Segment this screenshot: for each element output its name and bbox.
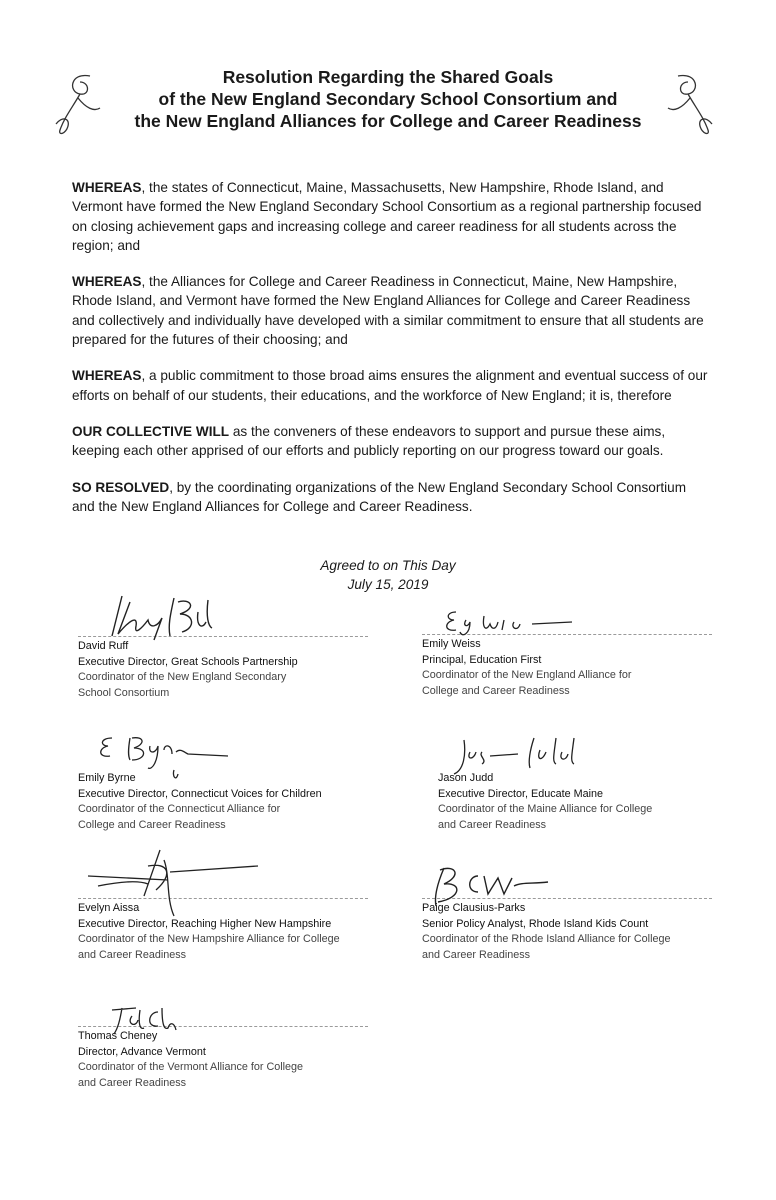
paragraph-text: as the conveners of these endeavors to support and pursue these aims, keeping each other apprised of our efforts and publicly reporting on our progress toward our goals. <box>72 423 666 459</box>
collective-will-paragraph <box>72 422 712 461</box>
signatory-title: Principal, Education First <box>422 653 542 666</box>
signatory-coordinator-line: Coordinator of the Maine Alliance for College <box>438 803 653 815</box>
whereas-paragraph-1 <box>72 178 712 255</box>
paragraph-lead: WHEREAS <box>72 368 142 384</box>
signatory-name: Paige Clausius-Parks <box>422 902 526 914</box>
signature-image <box>78 592 228 642</box>
paragraph-lead: SO RESOLVED <box>72 479 170 495</box>
agreed-line: Agreed to on This Day <box>320 558 456 573</box>
signatory-coordinator-line: and Career Readiness <box>78 1076 187 1089</box>
title-line-3: the New England Alliances for College and Career Readiness <box>134 111 642 131</box>
so-resolved-paragraph <box>72 478 712 517</box>
signatory-coordinator-line: Coordinator of the Connecticut Alliance for <box>78 803 281 815</box>
paragraph-text: , by the coordinating organizations of the New England Secondary School Consortium and the New England Alliances for College and Career Readiness. <box>72 479 687 514</box>
signature-image <box>422 862 572 912</box>
paragraph-text: , the Alliances for College and Career Readiness in Connecticut, Maine, New Hampshire, Rhode Island, and Vermont have formed the New England Alliances for College and Career Readiness and collectively and individually have developed with a similar commitment to ensure that all students are prepared for the futures of their choosing; and <box>72 274 704 348</box>
signatory-coordinator-line: Coordinator of the Vermont Alliance for College <box>78 1061 304 1073</box>
signatory-coordinator-line: Coordinator of the New England Secondary <box>78 671 287 683</box>
paragraph-text: , a public commitment to those broad aims ensures the alignment and eventual success of our efforts on behalf of our students, their educations, and the workforce of New England; it is, therefore <box>72 368 708 403</box>
signatory-coordinator-line: College and Career Readiness <box>422 684 570 697</box>
agreed-statement <box>238 556 538 594</box>
signatory-coordinator-line: School Consortium <box>78 686 170 699</box>
signature-block-jason-judd <box>438 768 728 833</box>
signatory-coordinator-line: Coordinator of the New Hampshire Alliance for College <box>78 933 340 945</box>
signatory-name: Emily Byrne <box>78 772 136 784</box>
resolution-title <box>90 66 686 132</box>
signature-image <box>438 734 598 780</box>
signature-block-emily-byrne <box>78 768 368 833</box>
paragraph-lead: WHEREAS <box>72 274 142 290</box>
signatory-name: David Ruff <box>78 640 129 652</box>
signatory-coordinator-line: and Career Readiness <box>422 948 531 961</box>
signatory-coordinator-line: Coordinator of the New England Alliance for <box>422 669 632 681</box>
title-line-2: of the New England Secondary School Consortium and <box>158 89 618 109</box>
title-line-1: Resolution Regarding the Shared Goals <box>222 67 554 87</box>
paragraph-lead: OUR COLLECTIVE WILL <box>72 423 230 439</box>
signatory-coordinator-line: and Career Readiness <box>438 818 547 831</box>
signatory-name: Thomas Cheney <box>78 1030 158 1042</box>
signatory-coordinator-line: Coordinator of the Rhode Island Alliance for College <box>422 933 671 945</box>
paragraph-lead: WHEREAS <box>72 180 142 195</box>
signatory-title: Senior Policy Analyst, Rhode Island Kids Count <box>422 917 649 930</box>
signature-block-thomas-cheney <box>78 1026 368 1091</box>
whereas-paragraph-3 <box>72 366 712 405</box>
signature-block-paige-clausius-parks <box>422 898 712 963</box>
signatory-title: Executive Director, Great Schools Partnership <box>78 655 298 668</box>
signatory-coordinator-line: College and Career Readiness <box>78 818 226 831</box>
signatory-title: Executive Director, Connecticut Voices for Children <box>78 787 322 800</box>
resolution-body <box>72 178 712 533</box>
agreed-date: July 15, 2019 <box>347 577 429 592</box>
paragraph-text: , the states of Connecticut, Maine, Massachusetts, New Hampshire, Rhode Island, and Vermont have formed the New England Secondary School Consortium as a regional partnership focused on closing achievement gaps and increasing college and career readiness for all students across the region; and <box>72 180 702 253</box>
signatory-name: Emily Weiss <box>422 638 481 650</box>
signature-block-emily-weiss <box>422 634 712 699</box>
signature-block-david-ruff <box>78 636 368 701</box>
signature-image <box>422 606 582 640</box>
signatory-title: Executive Director, Educate Maine <box>438 787 604 800</box>
whereas-paragraph-2 <box>72 272 712 349</box>
signatory-title: Executive Director, Reaching Higher New Hampshire <box>78 917 332 930</box>
signatory-name: Evelyn Aissa <box>78 902 140 914</box>
signature-block-evelyn-aissa <box>78 898 368 963</box>
signatory-name: Jason Judd <box>438 772 494 784</box>
signature-image <box>78 998 228 1038</box>
signatory-title: Director, Advance Vermont <box>78 1045 206 1058</box>
signature-image <box>78 846 278 920</box>
signatory-coordinator-line: and Career Readiness <box>78 948 187 961</box>
signature-image <box>78 730 248 782</box>
